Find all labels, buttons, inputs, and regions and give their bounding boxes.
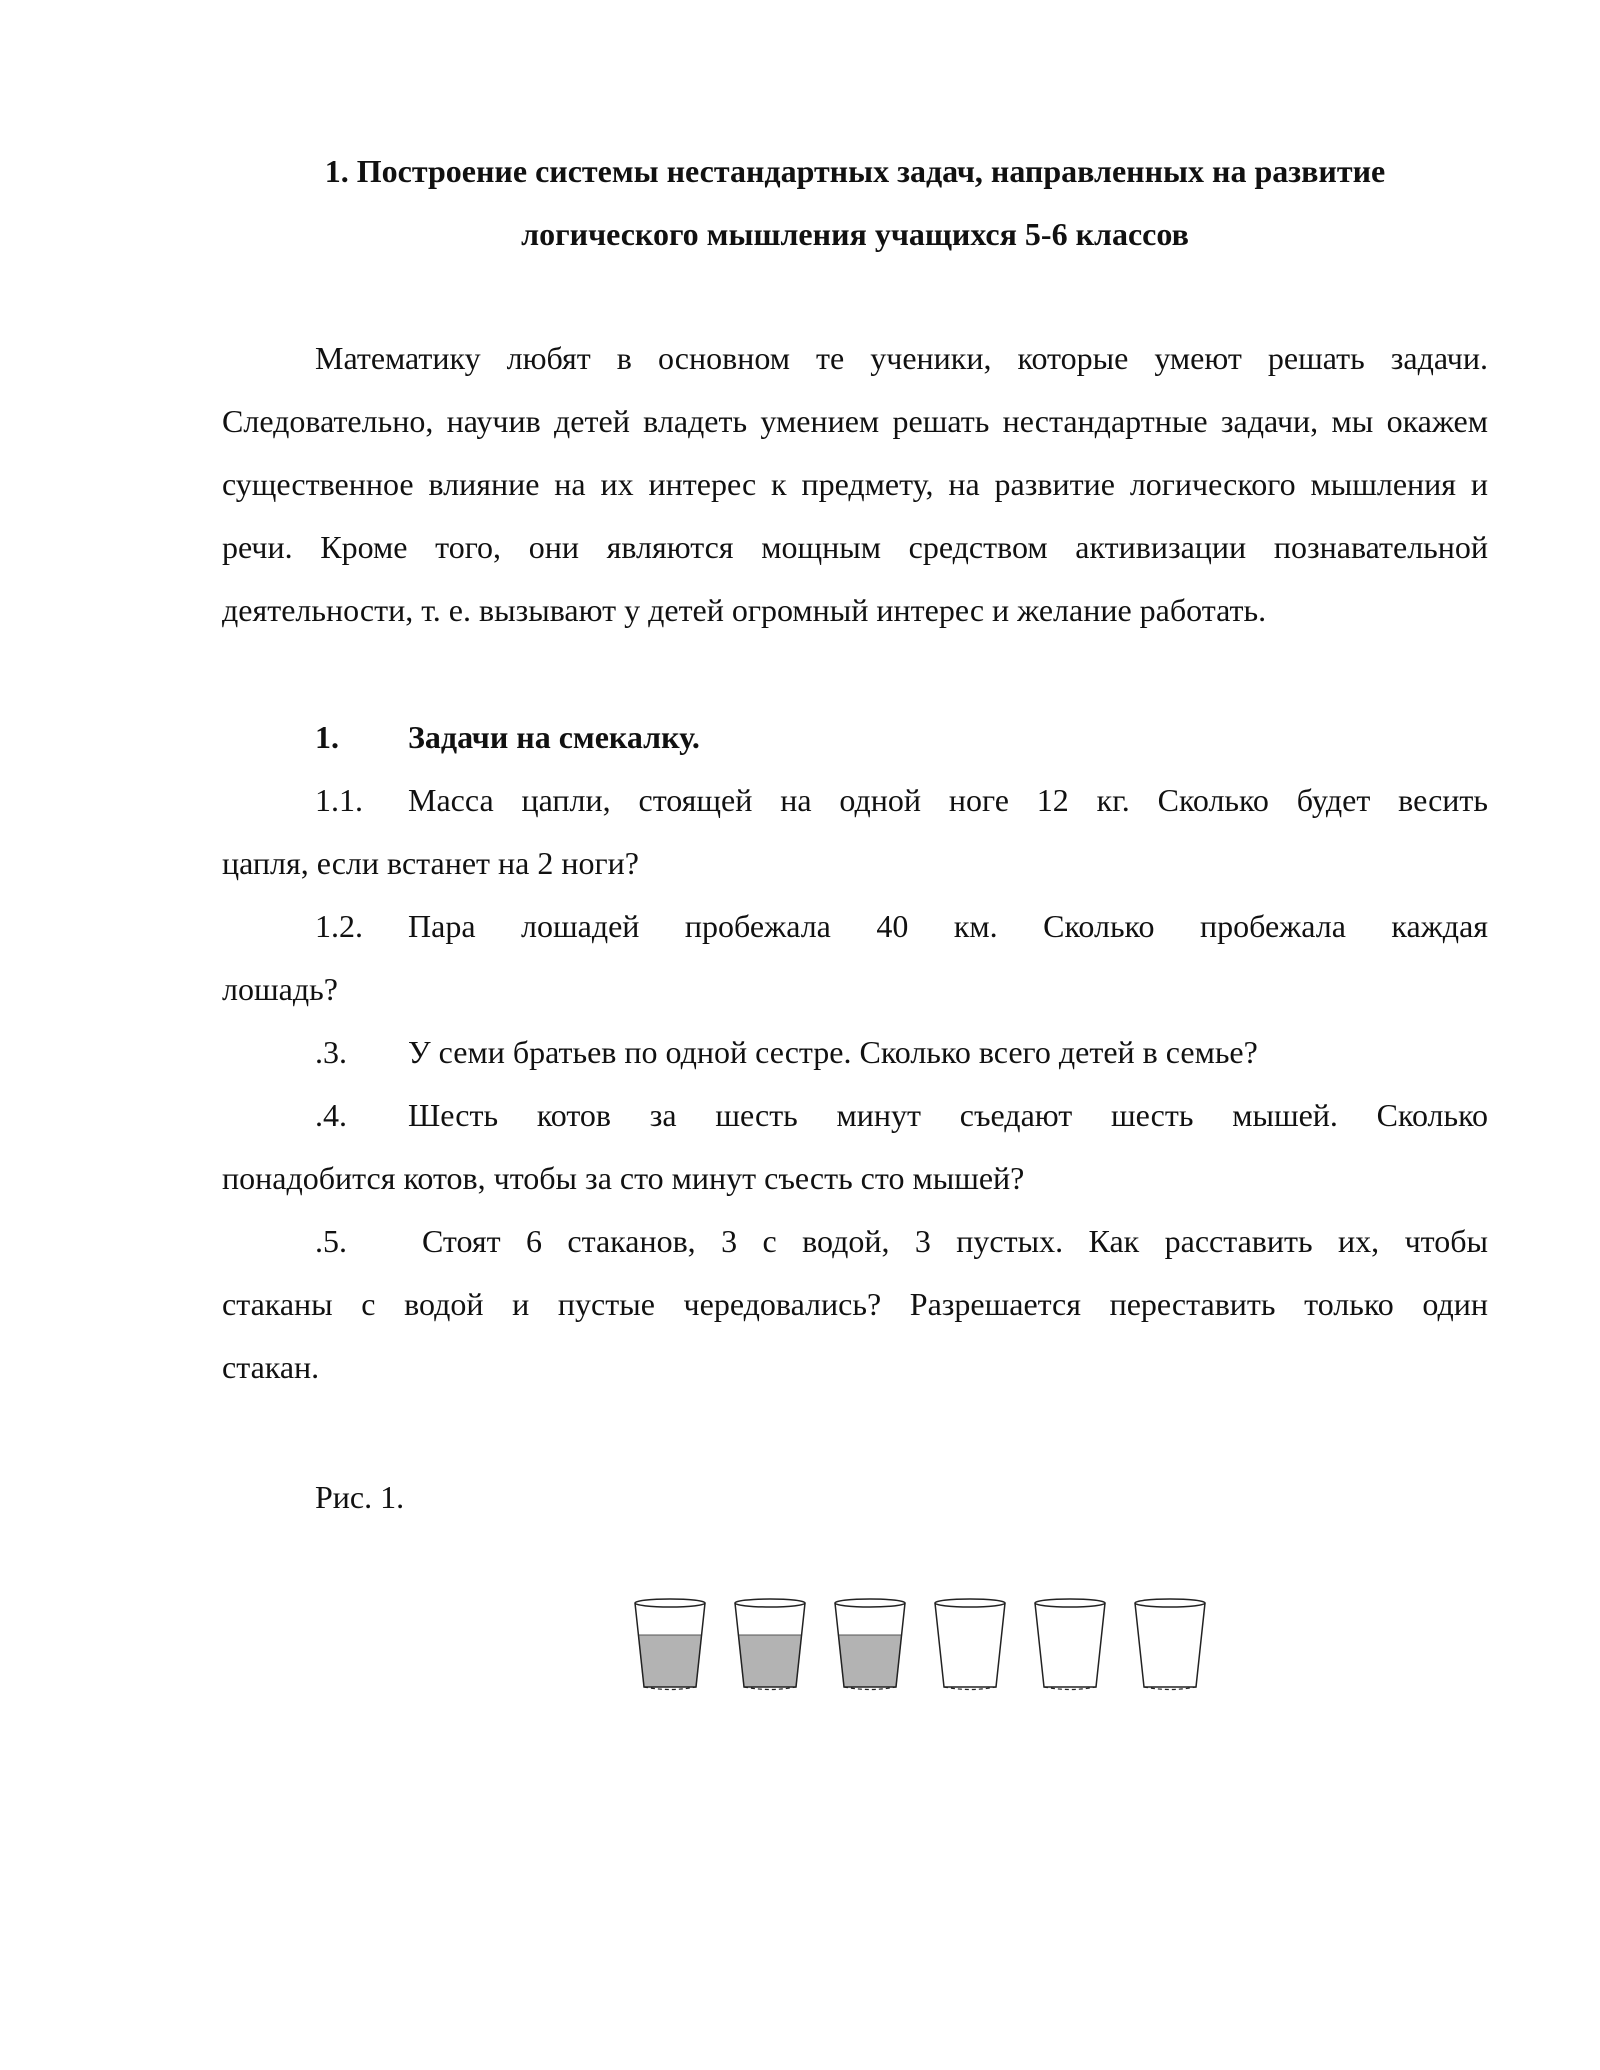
task-text-line: цапля, если встанет на 2 ноги? bbox=[222, 845, 639, 881]
glasses-figure bbox=[630, 1595, 1220, 1695]
water-fill bbox=[838, 1635, 901, 1687]
task-text-line: У семи братьев по одной сестре. Сколько всего детей в семье? bbox=[408, 1034, 1258, 1070]
task-text-line: стаканы с водой и пустые чередовались? Разрешается переставить только один bbox=[222, 1286, 1488, 1322]
task-text-line: стакан. bbox=[222, 1349, 320, 1385]
task-text-line: Стоят 6 стаканов, 3 с водой, 3 пустых. Как расставить их, чтобы bbox=[422, 1223, 1488, 1259]
section-heading bbox=[222, 140, 1488, 266]
task-text-line: Масса цапли, стоящей на одной ноге 12 кг. Сколько будет весить bbox=[408, 782, 1488, 818]
figure-caption: Рис. 1. bbox=[315, 1479, 405, 1515]
water-fill bbox=[738, 1635, 801, 1687]
empty-glass bbox=[1135, 1599, 1205, 1690]
task-text-line: Пара лошадей пробежала 40 км. Сколько пробежала каждая bbox=[408, 908, 1488, 944]
task-number: .4. bbox=[315, 1097, 347, 1133]
task-number: 1.2. bbox=[315, 908, 363, 944]
task-number: .3. bbox=[315, 1034, 347, 1070]
glass-with-water bbox=[735, 1599, 805, 1690]
task-number: .5. bbox=[315, 1223, 347, 1259]
water-fill bbox=[638, 1635, 701, 1687]
empty-glass bbox=[1035, 1599, 1105, 1690]
intro-paragraph: Математику любят в основном те ученики, которые умеют решать задачи. Следовательно, научив детей владеть умением решать нестандартные задачи, мы окажем существенное влияние на их интерес к предмету, на развитие логического мышления и речи. Кроме того, они являются мощным средством активизации познавательной деятельности, т. е. вызывают у детей огромный интерес и желание работать. bbox=[222, 340, 1488, 628]
section-number: 1. bbox=[315, 719, 339, 755]
heading-line-1: 1. Построение системы нестандартных задач, направленных на развитие bbox=[324, 153, 1386, 189]
task-text-line: Шесть котов за шесть минут съедают шесть мышей. Сколько bbox=[408, 1097, 1488, 1133]
glass-with-water bbox=[635, 1599, 705, 1690]
heading-line-2: логического мышления учащихся 5-6 классов bbox=[521, 216, 1189, 252]
task-text-line: лошадь? bbox=[222, 971, 338, 1007]
task-number: 1.1. bbox=[315, 782, 363, 818]
section-title: Задачи на смекалку. bbox=[408, 719, 700, 755]
glass-with-water bbox=[835, 1599, 905, 1690]
task-text-line: понадобится котов, чтобы за сто минут съесть сто мышей? bbox=[222, 1160, 1025, 1196]
empty-glass bbox=[935, 1599, 1005, 1690]
